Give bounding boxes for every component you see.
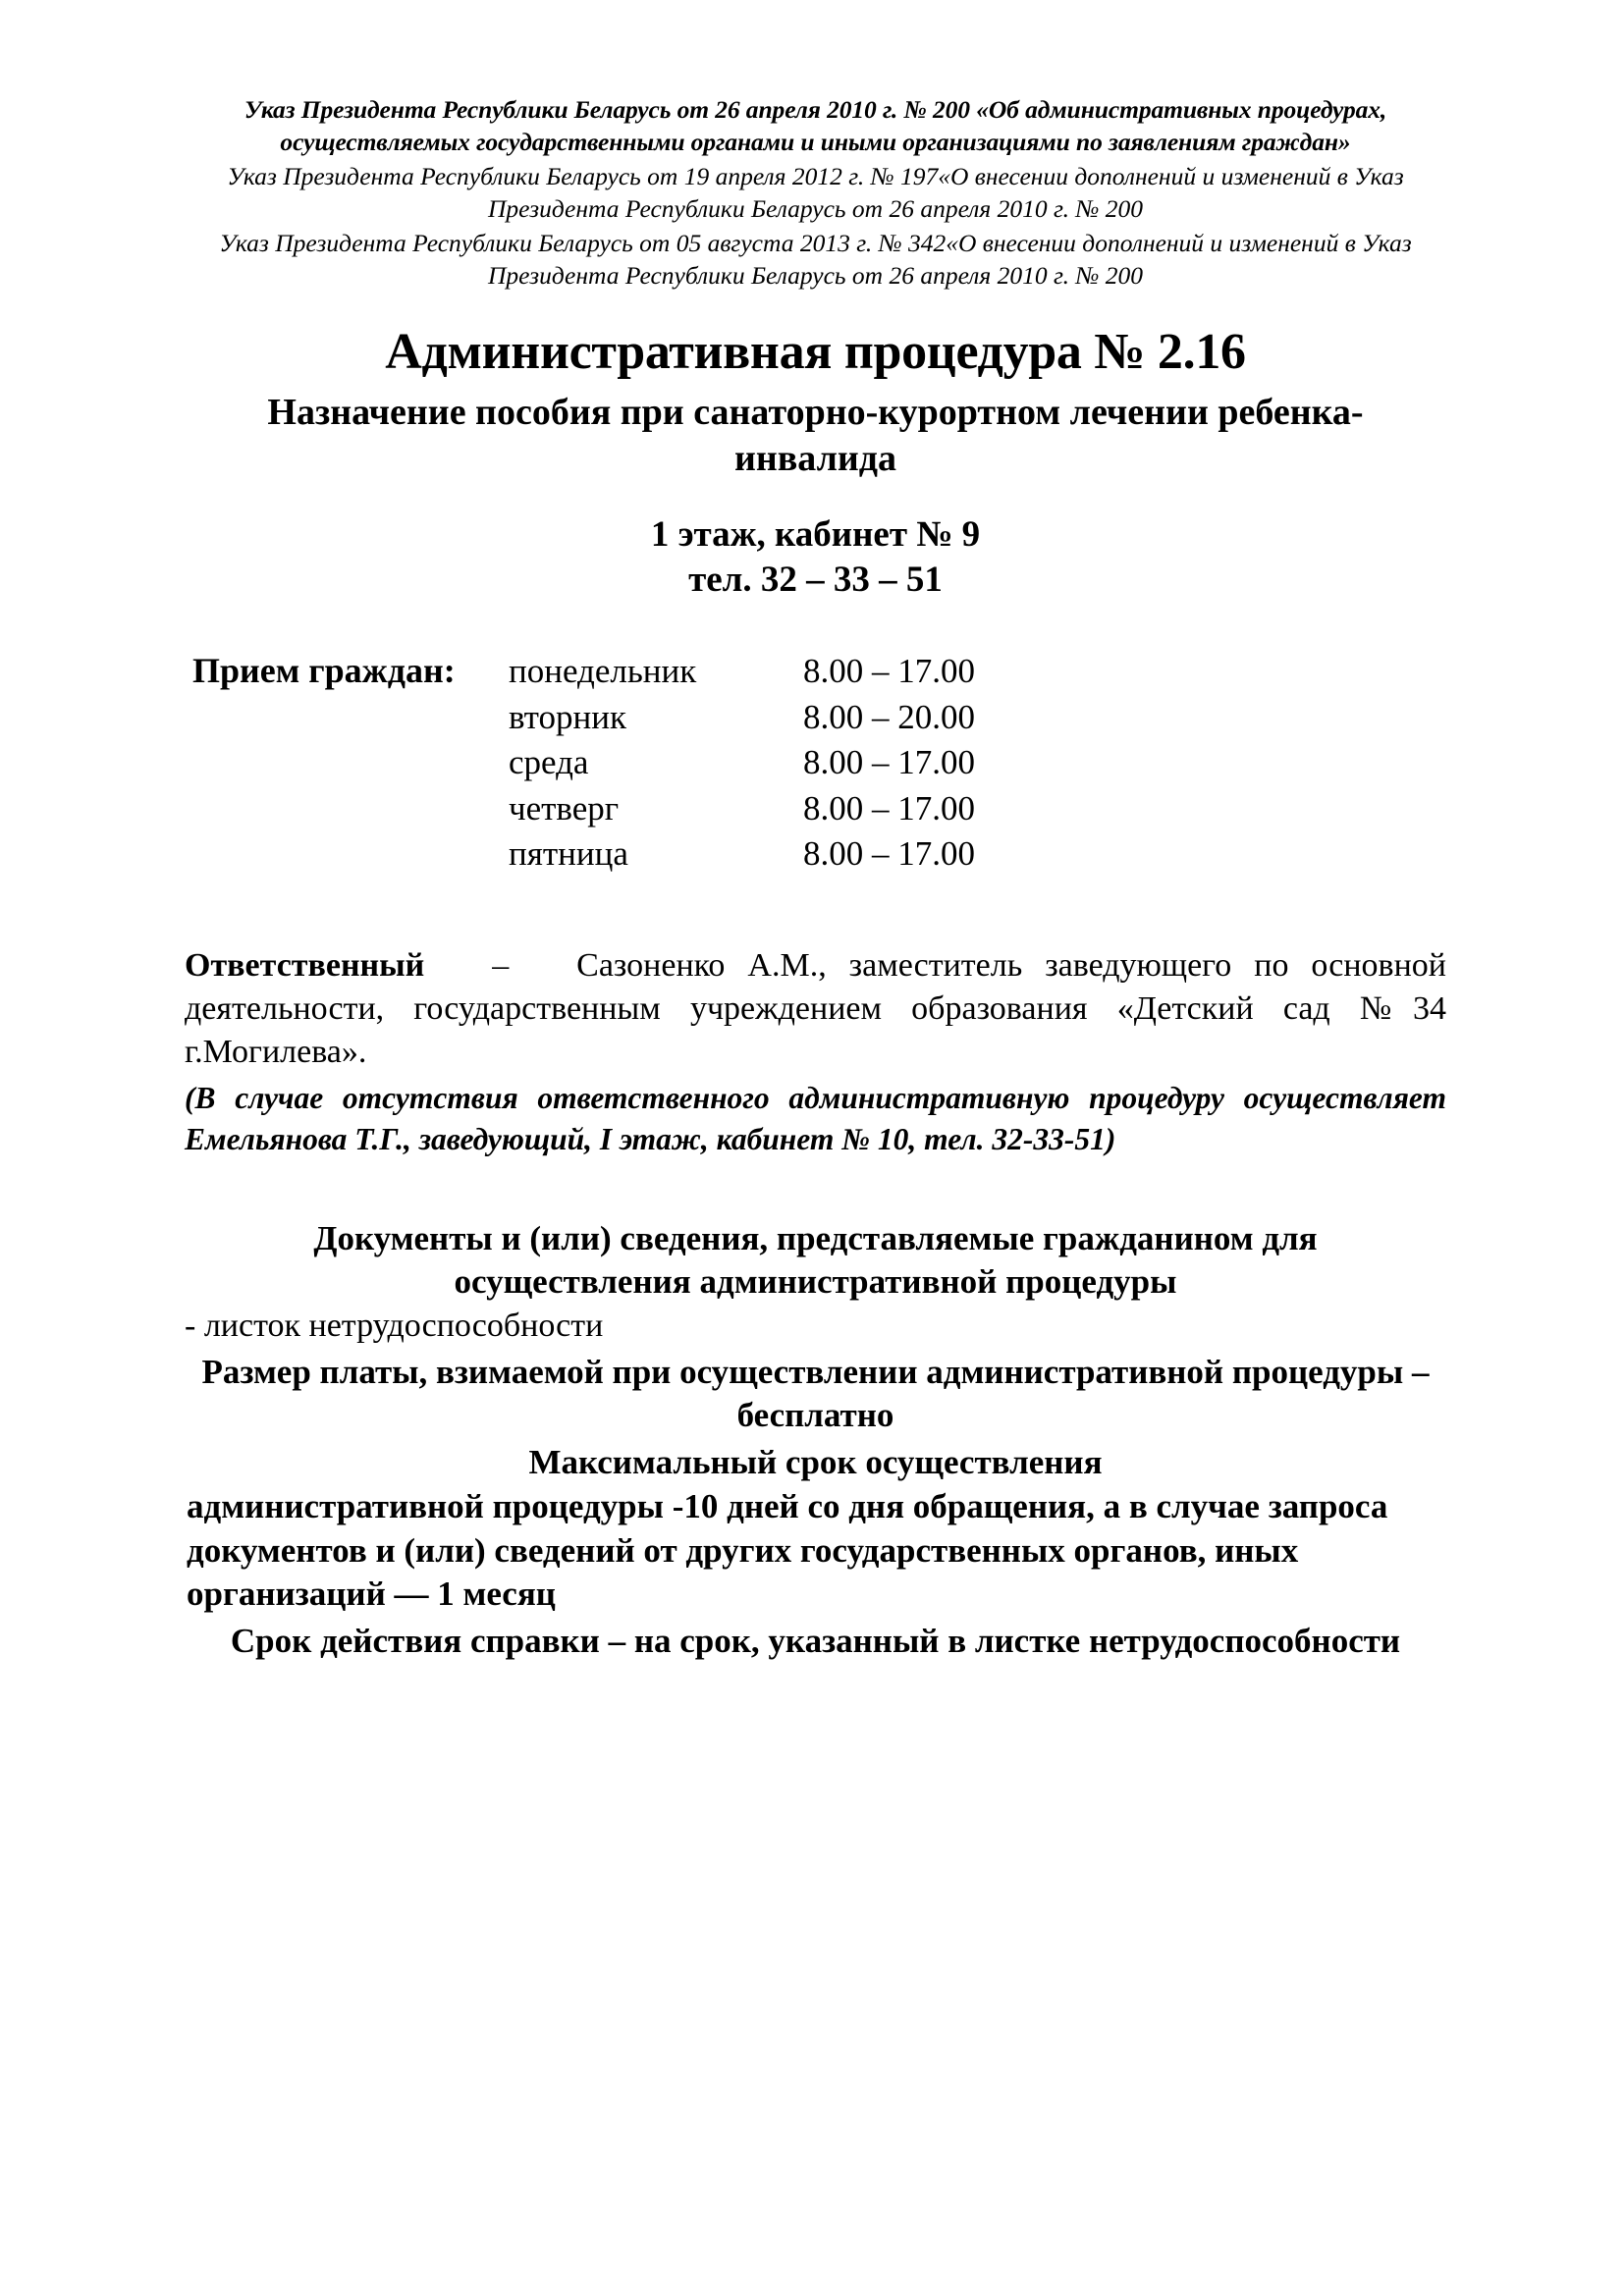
- location-block: [185, 512, 1446, 604]
- responsible-text: Сазоненко А.М., заместитель заведующего по основной деятельности, государственным учреждением образования «Детский сад №34 г.Могилева».: [185, 946, 1447, 1071]
- schedule-row: [185, 648, 1446, 695]
- schedule-row: [185, 740, 1446, 786]
- term-section-header: Максимальный срок осуществления: [528, 1442, 1103, 1481]
- documents-list-item: - листок нетрудоспособности: [185, 1307, 604, 1344]
- schedule-day: четверг: [509, 788, 620, 828]
- schedule-day: вторник: [509, 697, 626, 736]
- validity-section: Срок действия справки – на срок, указанный в листке нетрудоспособности: [230, 1621, 1401, 1660]
- schedule-day: понедельник: [509, 651, 697, 690]
- responsible-label: Ответственный: [185, 946, 425, 984]
- schedule-time: 8.00 – 17.00: [803, 834, 975, 874]
- responsible-dash-gap: [509, 947, 576, 984]
- schedule-row: [185, 831, 1446, 878]
- schedule-row: [185, 695, 1446, 741]
- schedule-label: Прием граждан:: [192, 650, 456, 690]
- term-section-body: административной процедуры -10 дней со дня обращения, а в случае запроса документов и (или) сведений от других государственных органов, иных организаций — 1 месяц: [187, 1487, 1388, 1613]
- responsible-person-paragraph: [185, 944, 1446, 1075]
- responsible-dash: –: [492, 946, 510, 984]
- schedule-row: [185, 786, 1446, 832]
- schedule-day: среда: [509, 743, 589, 782]
- schedule-day: пятница: [509, 834, 628, 874]
- decree-primary-reference: Указ Президента Республики Беларусь от 26 апреля 2010 г. № 200 «Об административных процедурах, осуществляемых государственными органами и иными организациями по заявлениям граждан»: [244, 95, 1387, 156]
- page-title: Административная процедура № 2.16: [385, 324, 1246, 381]
- schedule-time: 8.00 – 17.00: [803, 743, 975, 782]
- documents-section-header: Документы и (или) сведения, представляемые гражданином для осуществления административной процедуры: [313, 1219, 1318, 1301]
- phone-number: тел. 32 – 33 – 51: [688, 560, 943, 601]
- document-body: [185, 94, 1446, 1662]
- schedule-time: 8.00 – 20.00: [803, 697, 975, 736]
- office-location: 1 этаж, кабинет № 9: [650, 513, 981, 555]
- fee-section: Размер платы, взимаемой при осуществлении административной процедуры – бесплатно: [201, 1353, 1430, 1434]
- decree-amendment-2-reference: Указ Президента Республики Беларусь от 05 августа 2013 г. № 342«О внесении дополнений и изменений в Указ Президента Республики Беларусь от 26 апреля 2010 г. № 200: [219, 228, 1412, 290]
- page-subtitle: Назначение пособия при санаторно-курортном лечении ребенка-инвалида: [267, 391, 1364, 480]
- decree-amendment-1-reference: Указ Президента Республики Беларусь от 19 апреля 2012 г. № 197«О внесении дополнений и изменений в Указ Президента Республики Беларусь от 26 апреля 2010 г. № 200: [227, 161, 1404, 224]
- schedule-time: 8.00 – 17.00: [803, 788, 975, 828]
- responsible-dash-separator: [424, 947, 492, 984]
- reception-schedule: [185, 648, 1446, 878]
- substitute-responsible-note: (В случае отсутствия ответственного административную процедуру осуществляет Емельянова Т.Г., заведующий, I этаж, кабинет № 10, тел. 32-33-51): [185, 1081, 1446, 1157]
- schedule-time: 8.00 – 17.00: [803, 651, 975, 690]
